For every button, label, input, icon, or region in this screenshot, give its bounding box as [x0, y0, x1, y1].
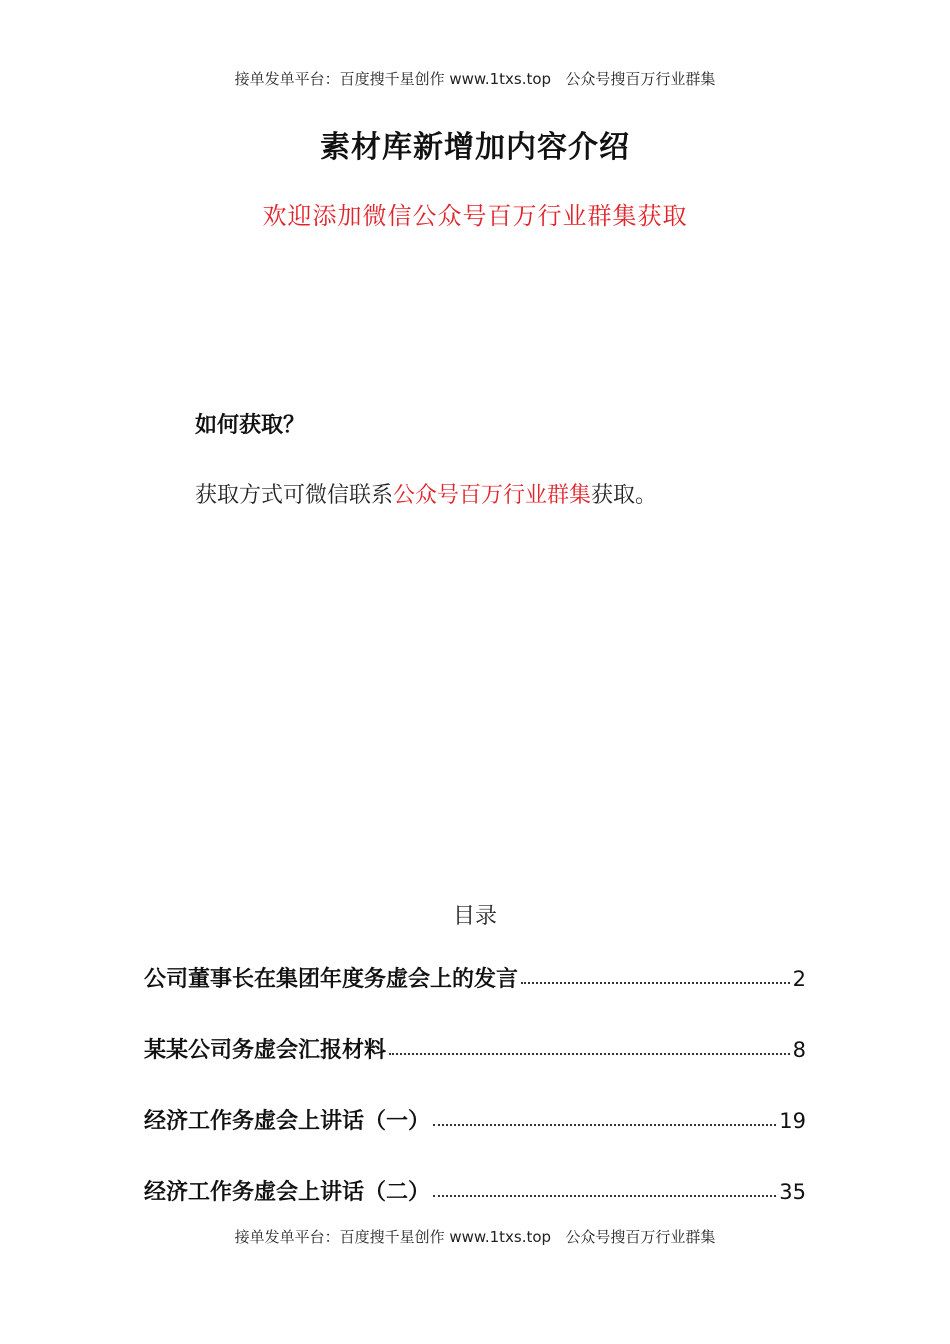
how-to-get-text: [195, 478, 657, 509]
how-text-after: 获取。: [591, 483, 658, 508]
toc-leader-dots: [521, 964, 790, 984]
how-text-highlight: 公众号百万行业群集: [393, 483, 592, 508]
toc-entry[interactable]: [144, 962, 806, 1002]
toc-entry-label: 某某公司务虚会汇报材料: [144, 1038, 387, 1063]
how-to-get-heading: 如何获取？: [195, 413, 306, 438]
toc-entry-page: 35: [779, 1180, 806, 1204]
toc-leader-dots: [433, 1177, 776, 1197]
toc-entry[interactable]: [144, 1175, 806, 1215]
toc-entry-page: 8: [792, 1038, 806, 1062]
toc-entry-page: 2: [792, 967, 806, 991]
toc-entry-label: 经济工作务虚会上讲话（二）: [144, 1180, 431, 1205]
toc-leader-dots: [433, 1106, 776, 1126]
toc-entry-label: 公司董事长在集团年度务虚会上的发言: [144, 967, 519, 992]
page-footer: 接单发单平台：百度搜千星创作 www.1txs.top 公众号搜百万行业群集: [234, 1228, 716, 1246]
toc-entry[interactable]: [144, 1104, 806, 1144]
how-text-before: 获取方式可微信联系: [195, 483, 394, 508]
table-of-contents: [144, 962, 806, 1246]
toc-entry[interactable]: [144, 1033, 806, 1073]
toc-title: 目录: [452, 904, 497, 929]
document-subtitle: 欢迎添加微信公众号百万行业群集获取: [262, 202, 688, 230]
toc-entry-label: 经济工作务虚会上讲话（一）: [144, 1109, 431, 1134]
toc-leader-dots: [389, 1035, 790, 1055]
page-header: 接单发单平台：百度搜千星创作 www.1txs.top 公众号搜百万行业群集: [234, 70, 716, 88]
toc-entry-page: 19: [779, 1109, 806, 1133]
document-title: 素材库新增加内容介绍: [320, 130, 630, 165]
